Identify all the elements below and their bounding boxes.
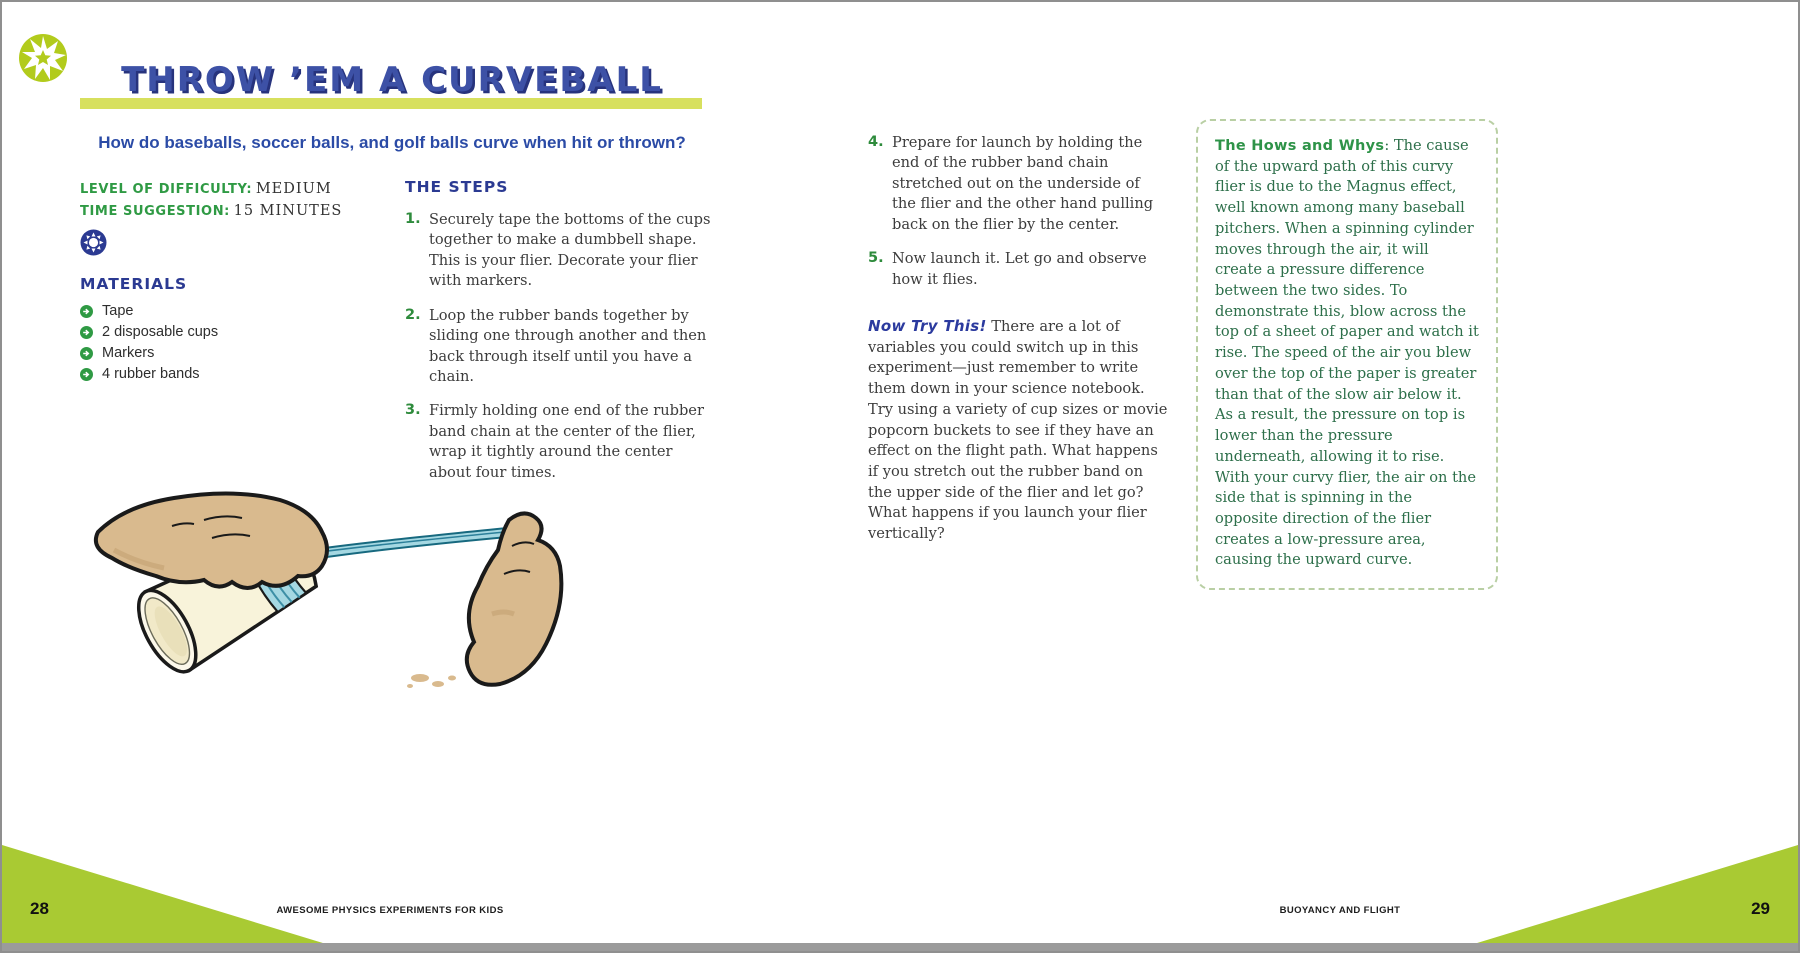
arrow-bullet-icon bbox=[80, 326, 93, 339]
hands-winding-rubber-band-illustration bbox=[84, 454, 584, 694]
lime-corner-left bbox=[2, 845, 336, 947]
arrow-bullet-icon bbox=[80, 368, 93, 381]
step-item bbox=[405, 306, 713, 388]
materials-list bbox=[80, 301, 400, 385]
page-number-right: 29 bbox=[1751, 899, 1770, 918]
step-item bbox=[868, 133, 1168, 235]
step-text: Firmly holding one end of the rubber band chain at the center of the flier, wrap it tightly around the center about four times. bbox=[429, 402, 704, 481]
now-try-this-paragraph bbox=[868, 316, 1168, 545]
materials-heading: MATERIALS bbox=[80, 275, 188, 293]
hows-and-whys-box bbox=[1196, 119, 1498, 590]
info-column bbox=[80, 178, 400, 385]
now-try-this-text: There are a lot of variables you could switch up in this experiment—just remember to write them down in your science notebook. Try using a variety of cup sizes or movie popcorn buckets to see if they have an effect on the flight path. What happens if you stretch out the rubber band on the upper side of the flier and let go? What happens if you launch your flier vertically? bbox=[868, 317, 1168, 543]
now-try-this-label: Now Try This! bbox=[868, 316, 987, 335]
step-number: 2. bbox=[405, 306, 421, 323]
list-item bbox=[80, 322, 400, 343]
step-number: 3. bbox=[405, 402, 421, 419]
step-number: 5. bbox=[868, 250, 884, 267]
step-text: Securely tape the bottoms of the cups together to make a dumbbell shape. This is your flier. Decorate your flier with markers. bbox=[429, 211, 711, 290]
lime-corner-right bbox=[1464, 845, 1798, 947]
material-label: 2 disposable cups bbox=[102, 324, 219, 340]
arrow-bullet-icon bbox=[80, 347, 93, 360]
step-item bbox=[405, 210, 713, 292]
hows-and-whys-text: : The cause of the upward path of this curvy flier is due to the Magnus effect, well known among many baseball pitchers. When a spinning cylinder moves through the air, it will create a pressure difference between the two sides. To demonstrate this, blow across the top of a sheet of paper and watch it rise. The speed of the air you blew over the top of the paper is greater than that of the slow air below it. As a result, the pressure on top is lower than the pressure underneath, allowing it to rise. With your curvy flier, the air on the side that is spinning in the opposite direction of the flier creates a low-pressure area, causing the upward curve. bbox=[1215, 137, 1479, 569]
time-row bbox=[80, 200, 400, 222]
page-bottom-edge bbox=[2, 943, 1798, 951]
time-value: 15 MINUTES bbox=[233, 203, 343, 219]
list-item bbox=[80, 343, 400, 364]
step-number: 1. bbox=[405, 211, 421, 227]
step-text: Loop the rubber bands together by sliding one through another and then back through itself until you have a chain. bbox=[429, 306, 707, 385]
hows-and-whys-heading: The Hows and Whys bbox=[1215, 138, 1385, 154]
list-item bbox=[80, 364, 400, 385]
difficulty-value: MEDIUM bbox=[255, 181, 332, 197]
time-label: TIME SUGGESTION: bbox=[80, 204, 230, 219]
clock-icon bbox=[80, 229, 107, 256]
footer-chapter-title: BUOYANCY AND FLIGHT bbox=[1279, 905, 1401, 916]
difficulty-label: LEVEL OF DIFFICULTY: bbox=[80, 182, 253, 197]
steps-column bbox=[405, 178, 713, 483]
step-text: Now launch it. Let go and observe how it flies. bbox=[892, 250, 1147, 288]
starburst-icon bbox=[18, 33, 68, 83]
difficulty-row bbox=[80, 178, 400, 200]
material-label: Markers bbox=[102, 345, 155, 361]
step-item bbox=[868, 249, 1168, 290]
page-number-left: 28 bbox=[30, 899, 49, 918]
material-label: 4 rubber bands bbox=[102, 366, 200, 382]
experiment-question: How do baseballs, soccer balls, and golf balls curve when hit or thrown? bbox=[98, 133, 686, 152]
step-number: 4. bbox=[868, 134, 884, 150]
arrow-bullet-icon bbox=[80, 305, 93, 318]
list-item bbox=[80, 301, 400, 322]
steps-column-right bbox=[868, 133, 1168, 545]
material-label: Tape bbox=[102, 303, 134, 319]
steps-heading: THE STEPS bbox=[405, 178, 509, 196]
page-title: THROW ’EM A CURVEBALL bbox=[121, 60, 663, 100]
step-text: Prepare for launch by holding the end of the rubber band chain stretched out on the underside of the flier and the other hand pulling back on the flier by the center. bbox=[892, 134, 1154, 233]
footer-book-title: AWESOME PHYSICS EXPERIMENTS FOR KIDS bbox=[276, 905, 504, 916]
